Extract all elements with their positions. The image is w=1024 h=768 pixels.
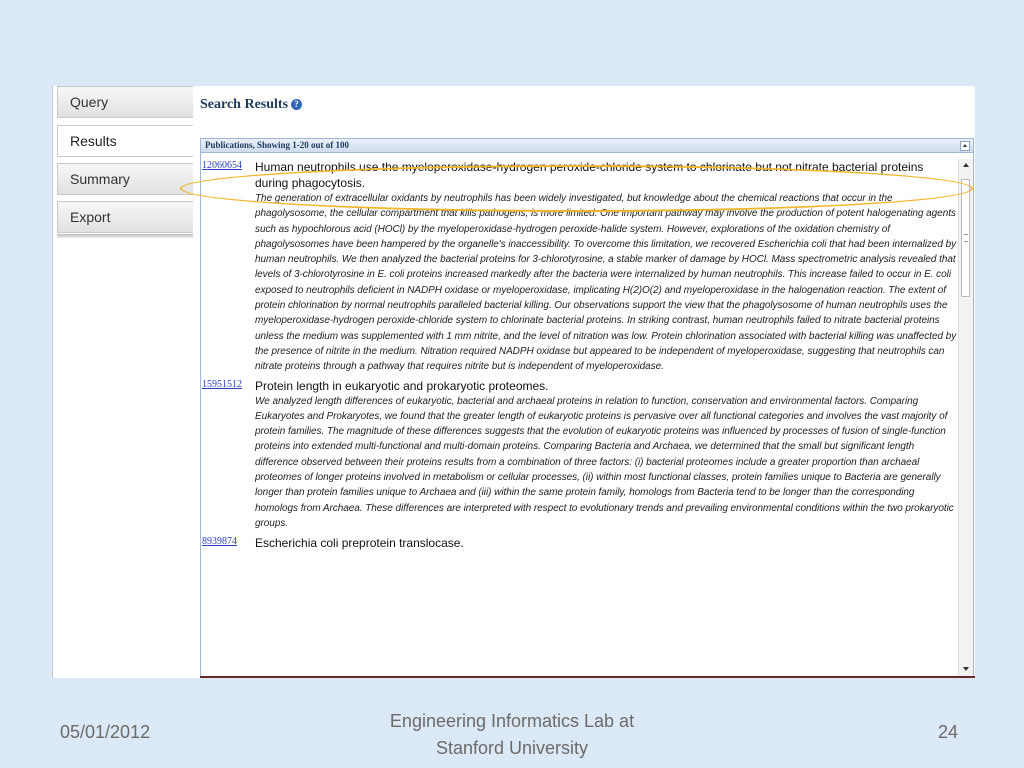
collapse-icon[interactable] (960, 141, 970, 151)
tab-summary[interactable]: Summary (57, 163, 193, 195)
page-title (200, 97, 302, 113)
main-content (200, 86, 975, 678)
results-panel (200, 138, 974, 678)
grip-icon (964, 234, 968, 242)
panel-header (201, 139, 973, 153)
tab-query[interactable]: Query (57, 86, 193, 118)
pmid-link[interactable]: 8939874 (202, 536, 237, 548)
result-title: Human neutrophils use the myeloperoxidase-hydrogen peroxide-chloride system to chlorinate but not nitrate bacterial proteins during phagocytosis. (255, 160, 924, 190)
result-title: Escherichia coli preprotein translocase. (255, 536, 464, 551)
result-item (202, 159, 957, 375)
scroll-up-icon[interactable] (963, 163, 969, 167)
sidebar-shadow (57, 234, 193, 238)
footer-date: 05/01/2012 (60, 722, 151, 742)
tab-export[interactable]: Export (57, 201, 193, 233)
help-icon[interactable]: ? (291, 99, 302, 110)
result-item (202, 378, 957, 532)
footer-caption: Engineering Informatics Lab at Stanford University (389, 711, 635, 758)
results-list (202, 159, 957, 551)
page-title-text: Search Results (200, 97, 289, 112)
result-abstract: The generation of extracellular oxidants by neutrophils has been widely investigated, but knowledge about the chemical reactions that occur in the phagolysosome, the cellular compartment that kills pathogens, is more limited. One important pathway may involve the production of potent halogenating agents such as hypochlorous acid (HOCl) by the myeloperoxidase-hydrogen peroxide-halide system. However, explorations of the oxidation chemistry of phagolysosomes have been hampered by the organelle's inaccessibility. To overcome this limitation, we recovered Escherichia coli that had been internalized by human neutrophils. We then analyzed the bacterial proteins for 3-chlorotyrosine, a stable marker of damage by HOCl. Mass spectrometric analysis revealed that levels of 3-chlorotyrosine in E. coli proteins increased markedly after the bacteria were internalized by human neutrophils. This increase failed to occur in E. coli exposed to neutrophils deficient in NADPH oxidase or myeloperoxidase, implicating H(2)O(2) and myeloperoxidase in the halogenation reaction. The extent of protein chlorination by normal neutrophils paralleled bacterial killing. Our observations support the view that the phagolysosome of human neutrophils uses the myeloperoxidase-hydrogen peroxide-chloride system to chlorinate bacterial proteins. In striking contrast, human neutrophils failed to nitrate bacterial proteins unless the medium was supplemented with 1 mm nitrite, and the level of nitration was low. Protein chlorination associated with bacterial killing was unaffected by the presence of nitrite in the medium. Nitration required NADPH oxidase but appeared to be independent of myeloperoxidase, suggesting that neutrophils can nitrate proteins through a pathway that requires nitrite but is independent of myeloperoxidase. (255, 193, 957, 373)
app-window (52, 86, 975, 678)
result-abstract: We analyzed length differences of eukaryotic, bacterial and archaeal proteins in relation to function, conservation and environmental factors. Comparing Eukaryotes and Prokaryotes, we found that the greater length of eukaryotic proteins is pervasive over all functional categories and involves the vast majority of protein families. The magnitude of these differences suggests that the evolution of eukaryotic proteins was influenced by processes of fusion of single-function proteins into extended multi-functional and multi-domain proteins. Comparing Bacteria and Archaea, we determined that the small but significant length difference observed between their proteins results from a combination of three factors: (i) bacterial proteomes include a greater proportion than archaeal proteomes of longer proteins involved in metabolism or cellular processes, (ii) within most functional classes, protein families unique to Bacteria are generally longer than protein families unique to Archaea and (iii) within the same protein family, homologs from Bacteria tend to be longer than the corresponding homologs from Archaea. These differences are interpreted with respect to evolutionary trends and prevailing environmental conditions within the two prokaryotic groups. (255, 395, 954, 529)
tab-results[interactable]: Results (57, 125, 193, 157)
pmid-link[interactable]: 12060654 (202, 160, 242, 171)
results-count-label: Publications, Showing 1-20 out of 100 (205, 140, 350, 150)
sidebar (53, 86, 193, 238)
result-title: Protein length in eukaryotic and prokaryotic proteomes. (255, 378, 549, 393)
scrollbar[interactable] (958, 159, 973, 677)
result-item (202, 535, 957, 551)
scroll-down-icon[interactable] (963, 667, 969, 671)
slide-number: 24 (938, 722, 959, 742)
pmid-link[interactable]: 15951512 (202, 378, 242, 390)
bottom-divider (200, 676, 975, 678)
scroll-thumb[interactable] (961, 179, 970, 297)
